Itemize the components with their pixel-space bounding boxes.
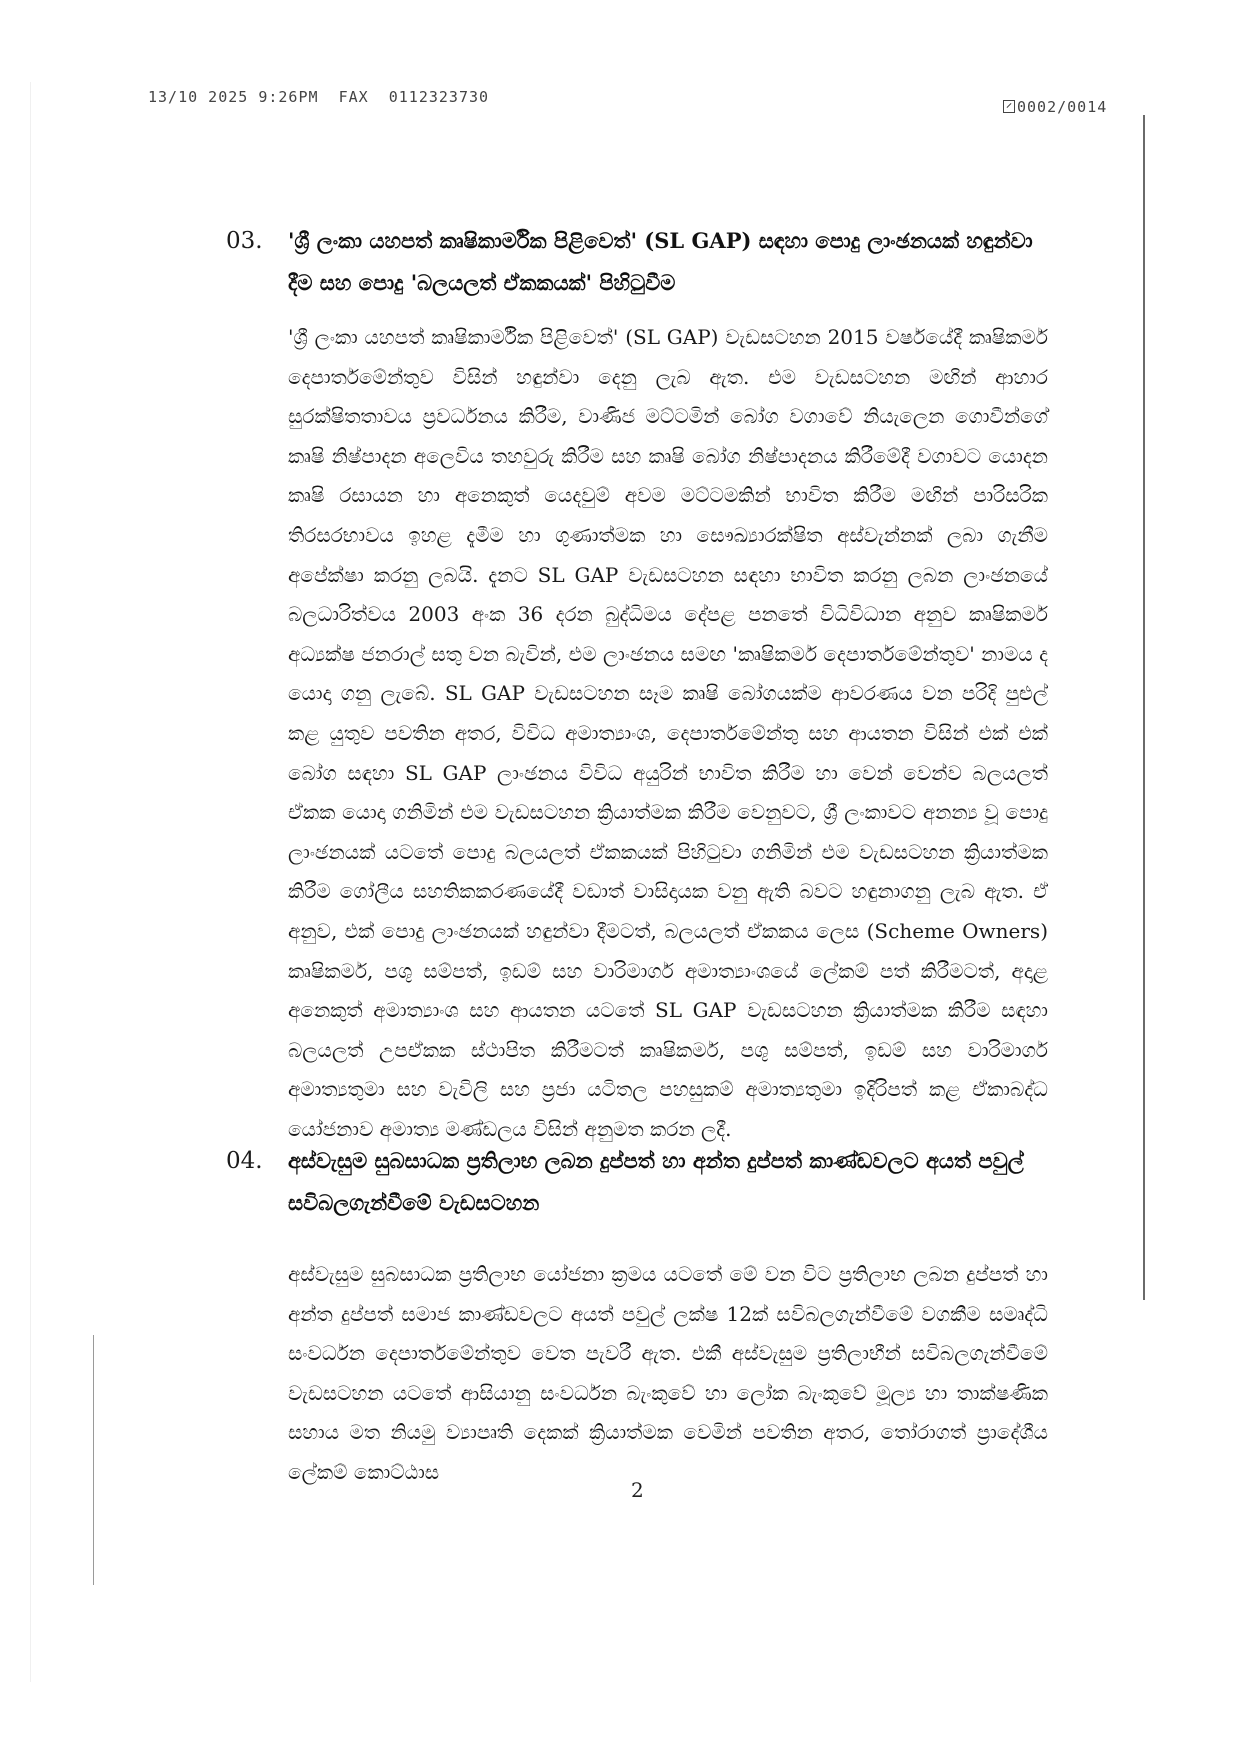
section-title: අස්වැසුම සුබසාධක ප්‍රතිලාභ ලබන දුප්පත් හා අන්ත දුප්පත් කාණ්ඩවලට අයත් පවුල් සවිබලගැන්වීමේ වැඩසටහන: [288, 1148, 1024, 1215]
fax-page-counter-text: 0002/0014: [1017, 98, 1108, 116]
section-title: 'ශ්‍රී ලංකා යහපත් කෘෂිකාර්මික පිළිවෙත්' (SL GAP) සඳහා පොදු ලාංඡනයක් හඳුන්වා දීම සහ පොදු 'බලයලත් ඒකකයක්' පිහිටුවීම: [288, 228, 1033, 295]
right-margin-line: [1143, 115, 1145, 1300]
left-margin-line: [93, 1335, 94, 1585]
section-number: 03.: [226, 228, 263, 254]
fax-checkbox-icon: [1003, 100, 1015, 113]
page-number: 2: [631, 1478, 644, 1502]
fax-page-counter: [1003, 98, 1107, 116]
fax-header: 13/10 2025 9:26PM FAX 0112323730: [148, 88, 490, 106]
section-body: 'ශ්‍රී ලංකා යහපත් කෘෂිකාර්මික පිළිවෙත්' (SL GAP) වැඩසටහන 2015 වර්ෂයේදී කෘෂිකර්ම දෙපාර්තමේන්තුව විසින් හඳුන්වා දෙනු ලැබ ඇත. එම වැඩසටහන මඟින් ආහාර සුරක්ෂිතතාවය ප්‍රවර්ධනය කිරීම, වාණිජ මට්ටමින් බෝග වගාවේ නියැලෙන ගොවීන්ගේ කෘෂි නිෂ්පාදන අලෙවිය තහවුරු කිරීම සහ කෘෂි බෝග නිෂ්පාදනය කිරීමේදී වගාවට යොදන කෘෂි රසායන හා අනෙකුත් යෙදවුම් අවම මට්ටමකින් භාවිත කිරීම මඟින් පාරිසරික තිරසරභාවය ඉහළ දැමීම හා ගුණාත්මක හා සෞඛ්‍යාරක්ෂිත අස්වැන්නක් ලබා ගැනීම අපේක්ෂා කරනු ලබයි. දැනට SL GAP වැඩසටහන සඳහා භාවිත කරනු ලබන ලාංඡනයේ බලධාරිත්වය 2003 අංක 36 දරන බුද්ධිමය දේපළ පනතේ විධිවිධාන අනුව කෘෂිකර්ම අධ්‍යක්ෂ ජනරාල් සතු වන බැවින්, එම ලාංඡනය සමඟ 'කෘෂිකර්ම දෙපාර්තමේන්තුව' නාමය ද යොදා ගනු ලැබේ. SL GAP වැඩසටහන සෑම කෘෂි බෝගයක්ම ආවරණය වන පරිදි පුළුල් කළ යුතුව පවතින අතර, විවිධ අමාත්‍යාංශ, දෙපාර්තමේන්තු සහ ආයතන විසින් එක් එක් බෝග සඳහා SL GAP ලාංඡනය විවිධ අයුරින් භාවිත කිරීම හා වෙන් වෙන්ව බලයලත් ඒකක යොදා ගනිමින් එම වැඩසටහන ක්‍රියාත්මක කිරීම වෙනුවට, ශ්‍රී ලංකාවට අනන්‍ය වූ පොදු ලාංඡනයක් යටතේ පොදු බලයලත් ඒකකයක් පිහිටුවා ගනිමින් එම වැඩසටහන ක්‍රියාත්මක කිරීම ගෝලීය සහතිකකරණයේදී වඩාත් වාසිදායක වනු ඇති බවට හඳුනාගනු ලැබ ඇත. ඒ අනුව, එක් පොදු ලාංඡනයක් හඳුන්වා දීමටත්, බලයලත් ඒකකය ලෙස (Scheme Owners) කෘෂිකර්ම, පශු සම්පත්, ඉඩම් සහ වාරිමාර්ග අමාත්‍යාංශයේ ලේකම් පත් කිරීමටත්, අදාළ අනෙකුත් අමාත්‍යාංශ සහ ආයතන යටතේ SL GAP වැඩසටහන ක්‍රියාත්මක කිරීම සඳහා බලයලත් උපඒකක ස්ථාපිත කිරීමටත් කෘෂිකර්ම, පශු සම්පත්, ඉඩම් සහ වාරිමාර්ග අමාත්‍යතුමා සහ වැවිලි සහ ප්‍රජා යටිතල පහසුකම් අමාත්‍යතුමා ඉදිරිපත් කළ ඒකාබද්ධ යෝජනාව අමාත්‍ය මණ්ඩලය විසින් අනුමත කරන ලදී.: [288, 325, 1048, 1141]
section-body: අස්වැසුම සුබසාධක ප්‍රතිලාභ යෝජනා ක්‍රමය යටතේ මේ වන විට ප්‍රතිලාභ ලබන දුප්පත් හා අන්ත දුප්පත් සමාජ කාණ්ඩවලට අයත් පවුල් ලක්ෂ 12ක් සවිබලගැන්වීමේ වගකීම සමෘද්ධි සංවර්ධන දෙපාර්තමේන්තුව වෙත පැවරී ඇත. එකී අස්වැසුම ප්‍රතිලාභීන් සවිබලගැන්වීමේ වැඩසටහන යටතේ ආසියානු සංවර්ධන බැංකුවේ හා ලෝක බැංකුවේ මූල්‍ය හා තාක්ෂණික සහාය මත නියමු ව්‍යාපෘති දෙකක් ක්‍රියාත්මක වෙමින් පවතින අතර, තෝරාගත් ප්‍රාදේශීය ලේකම් කොට්ඨාස: [288, 1262, 1048, 1484]
section-number: 04.: [226, 1148, 263, 1174]
